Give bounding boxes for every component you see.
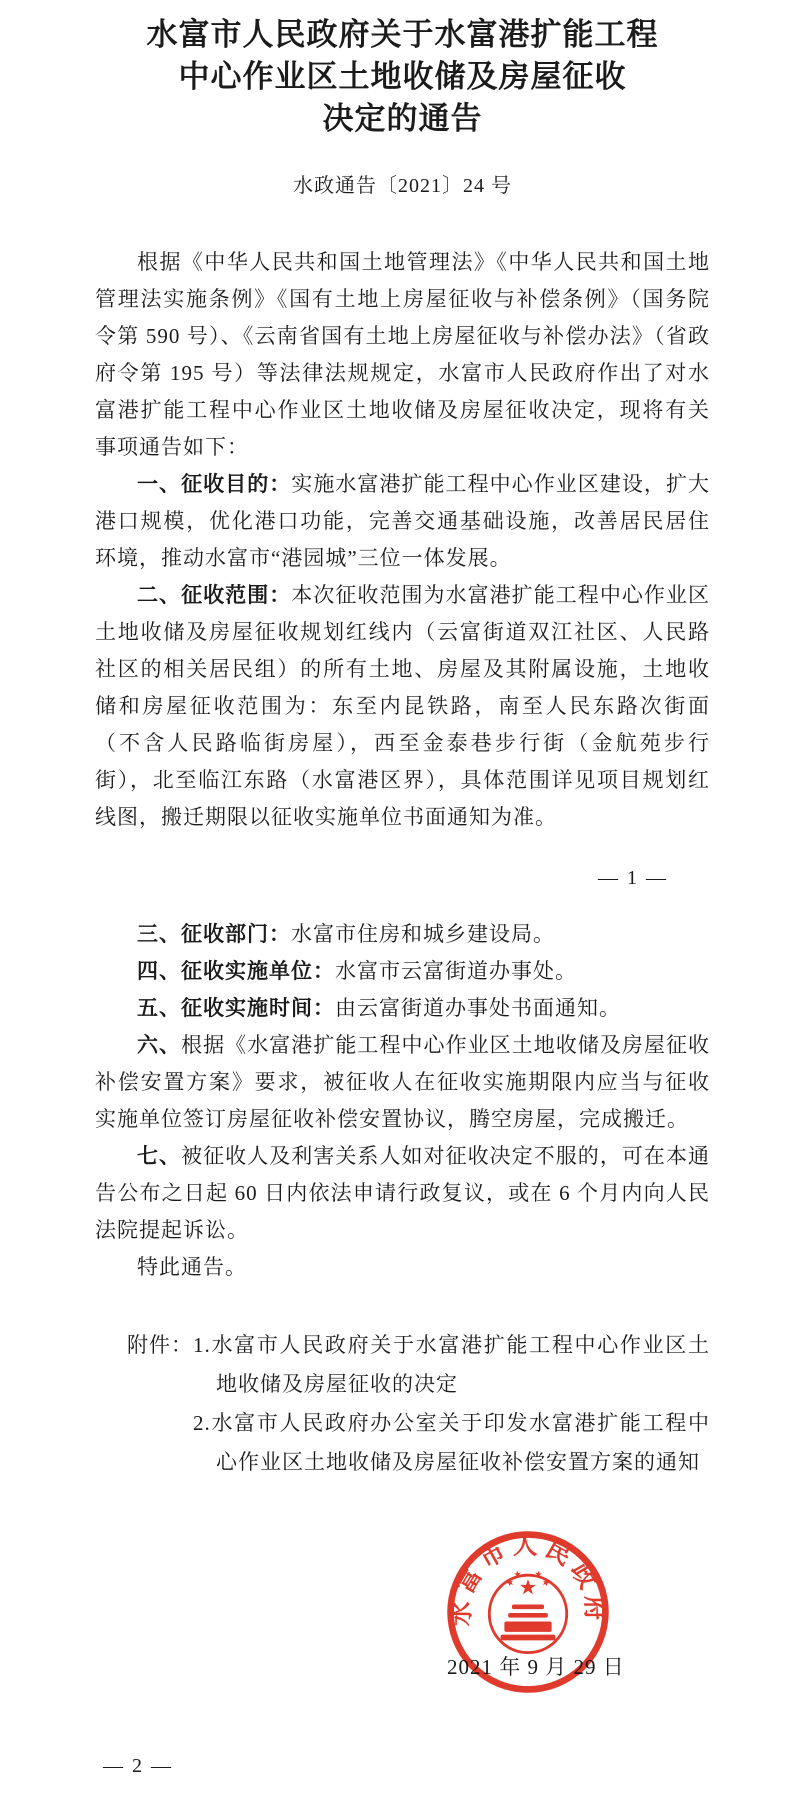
section-6-text: 根据《水富港扩能工程中心作业区土地收储及房屋征收补偿安置方案》要求，被征收人在征收实施期限内应当与征收实施单位签订房屋征收补偿安置协议，腾空房屋，完成搬迁。 [95, 1033, 711, 1131]
section-4-implementing-unit [95, 953, 710, 990]
section-4-label: 四、征收实施单位： [137, 960, 335, 983]
document-title [95, 14, 710, 140]
section-2-label: 二、征收范围： [137, 584, 292, 607]
document-body [95, 244, 710, 1482]
section-3-label: 三、征收部门： [137, 923, 291, 946]
attachments-label: 附件： [127, 1333, 193, 1357]
section-6-label: 六、 [137, 1034, 182, 1057]
intro-paragraph: 根据《中华人民共和国土地管理法》《中华人民共和国土地管理法实施条例》《国有土地上房屋征收与补偿条例》（国务院令第 590 号）、《云南省国有土地上房屋征收与补偿办法》（省政府令第 195 号）等法律法规规定，水富市人民政府作出了对水富港扩能工程中心作业区土地收储及房屋征收决定，现将有关事项通告如下： [95, 250, 710, 459]
signature-date: 2021 年 9 月 29 日 [447, 1655, 625, 1679]
section-5-text: 由云富街道办事处书面通知。 [335, 996, 621, 1020]
seal-text: 水富市人民政府 [448, 1532, 608, 1627]
section-1-purpose [95, 466, 710, 577]
official-seal-icon [443, 1527, 613, 1697]
section-1-label: 一、征收目的： [137, 473, 292, 496]
section-6-agreement [95, 1027, 710, 1138]
section-2-scope [95, 577, 710, 836]
page-1-number: — 1 — [598, 867, 668, 889]
title-line-1: 水富市人民政府关于水富港扩能工程 [146, 17, 659, 52]
section-3-department [95, 916, 710, 953]
doc-number: 水政通告〔2021〕24 号 [293, 175, 512, 197]
section-2-text: 本次征收范围为水富港扩能工程中心作业区土地收储及房屋征收规划红线内（云富街道双江社区、人民路社区的相关居民组）的所有土地、房屋及其附属设施，土地收储和房屋征收范围为：东至内昆铁路，南至人民东路次街面（不含人民路临街房屋），西至金泰巷步行街（金航苑步行街），北至临江东路（水富港区界），具体范围详见项目规划红线图，搬迁期限以征收实施单位书面通知为准。 [95, 583, 710, 829]
section-1-text: 实施水富港扩能工程中心作业区建设，扩大港口规模，优化港口功能，完善交通基础设施，改善居民居住环境，推动水富市“港园城”三位一体发展。 [95, 472, 710, 570]
document-content [95, 14, 710, 1482]
section-5-implementation-time [95, 990, 710, 1027]
section-7-appeal [95, 1138, 710, 1249]
attachments-block [127, 1326, 710, 1482]
national-emblem-icon [489, 1570, 566, 1653]
section-5-label: 五、征收实施时间： [137, 997, 335, 1020]
section-4-text: 水富市云富街道办事处。 [335, 959, 577, 983]
page-2-number: — 2 — [103, 1755, 173, 1777]
attachment-item-1: 1.水富市人民政府关于水富港扩能工程中心作业区土地收储及房屋征收的决定 [193, 1333, 710, 1396]
attachments-list [193, 1326, 710, 1482]
title-line-2: 中心作业区土地收储及房屋征收 [178, 59, 627, 94]
closing-paragraph: 特此通告。 [137, 1255, 247, 1279]
section-3-text: 水富市住房和城乡建设局。 [291, 922, 555, 946]
section-7-label: 七、 [137, 1145, 182, 1168]
title-line-3: 决定的通告 [322, 101, 483, 136]
attachment-item-2: 2.水富市人民政府办公室关于印发水富港扩能工程中心作业区土地收储及房屋征收补偿安置方案的通知 [193, 1411, 710, 1474]
section-7-text: 被征收人及利害关系人如对征收决定不服的，可在本通告公布之日起 60 日内依法申请行政复议，或在 6 个月内向人民法院提起诉讼。 [95, 1144, 711, 1242]
